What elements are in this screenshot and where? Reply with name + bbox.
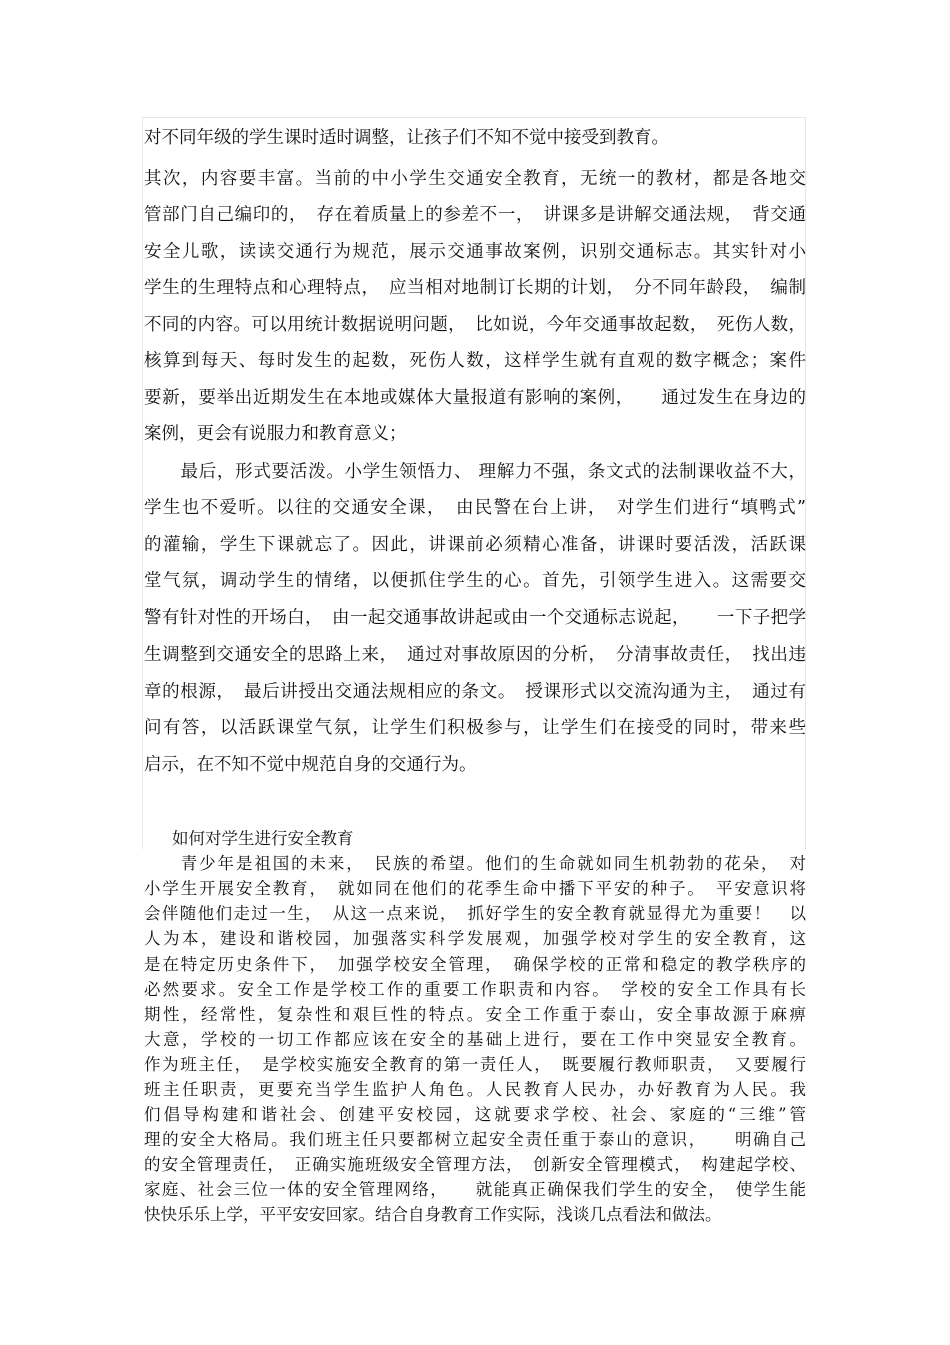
paragraph-line: 学生也不爱听。以往的交通安全课， 由民警在台上讲， 对学生们进行“填鸭式” [144, 498, 806, 518]
paragraph-line: 生调整到交通安全的思路上来， 通过对事故原因的分析， 分清事故责任， 找出违 [144, 645, 806, 665]
section-heading: 如何对学生进行安全教育 [172, 829, 354, 848]
paragraph-line: 快快乐乐上学，平平安安回家。结合自身教育工作实际，浅谈几点看法和做法。 [144, 1205, 722, 1224]
paragraph-line: 最后，形式要活泼。小学生领悟力、 理解力不强，条文式的法制课收益不大， [144, 462, 806, 482]
paragraph-line: 章的根源， 最后讲授出交通法规相应的条文。 授课形式以交流沟通为主， 通过有 [144, 682, 806, 702]
paragraph-line: 核算到每天、每时发生的起数，死伤人数，这样学生就有直观的数字概念；案件 [144, 351, 806, 371]
paragraph-line: 对不同年级的学生课时适时调整，让孩子们不知不觉中接受到教育。 [144, 128, 669, 148]
paragraph-line: 小学生开展安全教育， 就如同在他们的花季生命中播下平安的种子。 平安意识将 [144, 879, 806, 898]
paragraph-line: 警有针对性的开场白， 由一起交通事故讲起或由一个交通标志说起， 一下子把学 [144, 608, 806, 628]
paragraph-line: 大意，学校的一切工作都应该在安全的基础上进行，要在工作中突显安全教育。 [144, 1030, 806, 1049]
paragraph-line: 其次，内容要丰富。当前的中小学生交通安全教育，无统一的教材，都是各地交 [144, 169, 806, 189]
paragraph-line: 会伴随他们走过一生， 从这一点来说， 抓好学生的安全教育就显得尤为重要！ 以 [144, 904, 806, 923]
paragraph-line: 不同的内容。可以用统计数据说明问题， 比如说，今年交通事故起数， 死伤人数， [144, 315, 806, 335]
paragraph-line: 必然要求。安全工作是学校工作的重要工作职责和内容。 学校的安全工作具有长 [144, 980, 806, 999]
paragraph-line: 期性，经常性，复杂性和艰巨性的特点。安全工作重于泰山，安全事故源于麻痹 [144, 1005, 806, 1024]
paragraph-line: 理的安全大格局。我们班主任只要都树立起安全责任重于泰山的意识， 明确自己 [144, 1130, 806, 1149]
paragraph-line: 学生的生理特点和心理特点， 应当相对地制订长期的计划， 分不同年龄段， 编制 [144, 278, 806, 298]
paragraph-line: 作为班主任， 是学校实施安全教育的第一责任人， 既要履行教师职责， 又要履行 [144, 1055, 806, 1074]
paragraph-line: 家庭、社会三位一体的安全管理网络， 就能真正确保我们学生的安全， 使学生能 [144, 1180, 806, 1199]
paragraph-line: 问有答，以活跃课堂气氛，让学生们积极参与，让学生们在接受的同时，带来些 [144, 718, 806, 738]
paragraph-line: 的安全管理责任， 正确实施班级安全管理方法， 创新安全管理模式， 构建起学校、 [144, 1155, 806, 1174]
paragraph-line: 要新，要举出近期发生在本地或媒体大量报道有影响的案例， 通过发生在身边的 [144, 388, 806, 408]
paragraph-line: 是在特定历史条件下， 加强学校安全管理， 确保学校的正常和稳定的教学秩序的 [144, 955, 806, 974]
paragraph-line: 启示，在不知不觉中规范自身的交通行为。 [144, 755, 477, 775]
paragraph-line: 班主任职责，更要充当学生监护人角色。人民教育人民办，办好教育为人民。我 [144, 1080, 806, 1099]
paragraph-line: 管部门自己编印的， 存在着质量上的参差不一， 讲课多是讲解交通法规， 背交通 [144, 205, 806, 225]
paragraph-line: 案例，更会有说服力和教育意义； [144, 424, 407, 444]
paragraph-line: 的灌输，学生下课就忘了。因此，讲课前必须精心准备，讲课时要活泼，活跃课 [144, 535, 806, 555]
paragraph-line: 人为本，建设和谐校园，加强落实科学发展观，加强学校对学生的安全教育，这 [144, 929, 806, 948]
paragraph-line: 们倡导构建和谐社会、创建平安校园，这就要求学校、社会、家庭的“三维”管 [144, 1105, 806, 1124]
paragraph-line: 青少年是祖国的未来， 民族的希望。他们的生命就如同生机勃勃的花朵， 对 [144, 854, 806, 873]
paragraph-line: 堂气氛，调动学生的情绪，以便抓住学生的心。首先，引领学生进入。这需要交 [144, 571, 806, 591]
paragraph-line: 安全儿歌，读读交通行为规范，展示交通事故案例，识别交通标志。其实针对小 [144, 242, 806, 262]
